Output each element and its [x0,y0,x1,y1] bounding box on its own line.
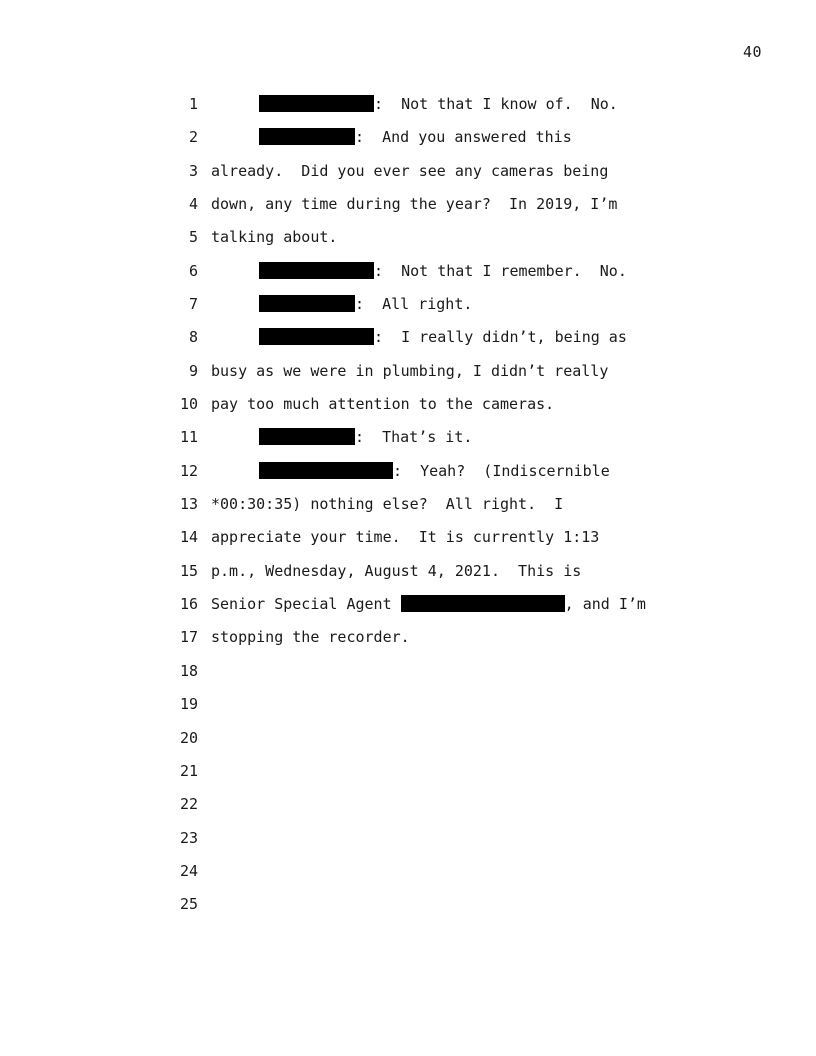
line-text-segment: , and I’m [564,595,646,613]
redaction-bar [259,95,374,112]
line-text-segment: : I really didn’t, being as [374,328,627,346]
redaction-bar [259,328,374,345]
line-text-segment: *00:30:35) nothing else? All right. I [211,495,564,513]
line-text-segment: : That’s it. [355,428,473,446]
line-number: 19 [179,695,198,713]
line-text-segment: pay too much attention to the cameras. [211,395,555,413]
line-number: 18 [179,662,198,680]
line-text [259,293,472,315]
line-text-segment: : Not that I know of. No. [374,95,618,113]
line-number: 17 [179,628,198,646]
line-number: 9 [188,362,198,380]
line-number: 22 [179,795,198,813]
line-text [259,326,627,348]
line-text [259,426,472,448]
redaction-bar [401,595,565,612]
line-text-segment: Senior Special Agent [211,595,401,613]
line-number: 15 [179,562,198,580]
line-number: 11 [179,428,198,446]
line-number: 16 [179,595,198,613]
line-number: 8 [188,328,198,346]
line-text [211,226,337,248]
line-number: 1 [188,95,198,113]
line-number: 14 [179,528,198,546]
line-text-segment: : Not that I remember. No. [374,262,627,280]
line-number: 20 [179,729,198,747]
redaction-bar [259,262,374,279]
line-text [259,260,627,282]
line-text [259,93,618,115]
line-text-segment: busy as we were in plumbing, I didn’t really [211,362,609,380]
line-number: 6 [188,262,198,280]
line-text [211,626,410,648]
line-number: 21 [179,762,198,780]
line-number: 5 [188,228,198,246]
line-text-segment: appreciate your time. It is currently 1:13 [211,528,600,546]
page-number: 40 [742,43,762,61]
line-number: 24 [179,862,198,880]
redaction-bar [259,428,355,445]
line-text-segment: already. Did you ever see any cameras being [211,162,609,180]
line-text [211,193,617,215]
line-number: 25 [179,895,198,913]
line-text-segment: stopping the recorder. [211,628,410,646]
line-text [211,593,646,615]
redaction-bar [259,295,355,312]
line-number: 7 [188,295,198,313]
line-number: 4 [188,195,198,213]
line-text [259,460,610,482]
redaction-bar [259,462,393,479]
line-text [259,126,572,148]
line-number: 3 [188,162,198,180]
line-text-segment: : And you answered this [355,128,572,146]
line-text-segment: p.m., Wednesday, August 4, 2021. This is [211,562,582,580]
line-text [211,360,608,382]
line-text-segment: talking about. [211,228,338,246]
line-text-segment: : All right. [355,295,473,313]
line-text [211,493,563,515]
line-text [211,160,608,182]
line-text-segment: down, any time during the year? In 2019, I’m [211,195,618,213]
line-text [211,526,599,548]
line-text-segment: : Yeah? (Indiscernible [393,462,610,480]
line-number: 13 [179,495,198,513]
line-text [211,560,581,582]
line-number: 23 [179,829,198,847]
line-number: 2 [188,128,198,146]
redaction-bar [259,128,355,145]
line-text [211,393,554,415]
line-number: 12 [179,462,198,480]
line-number: 10 [179,395,198,413]
